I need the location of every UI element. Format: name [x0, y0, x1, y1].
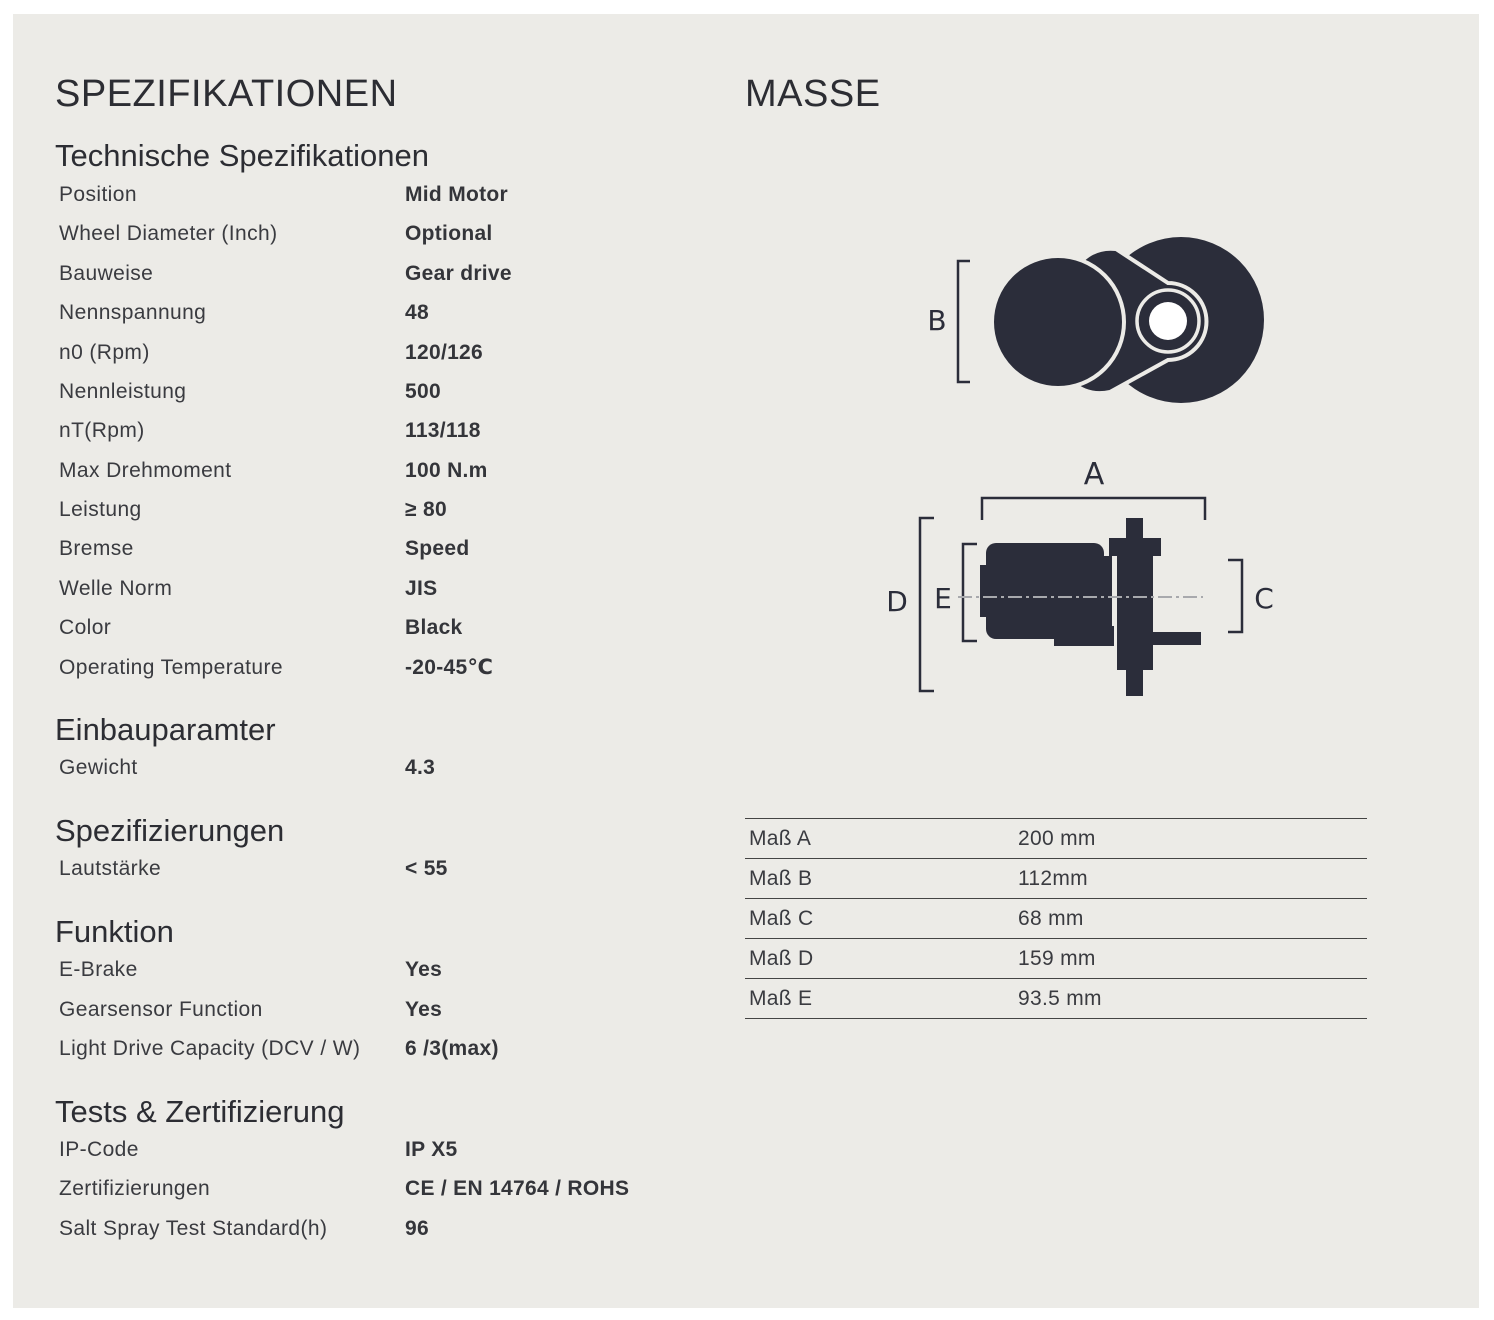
spec-label: n0 (Rpm)	[59, 341, 150, 364]
dimension-row	[745, 859, 1367, 899]
dimension-row	[745, 819, 1367, 859]
dimension-label: Maß E	[749, 987, 813, 1010]
spec-value: 120/126	[405, 341, 484, 364]
dimension-e-bracket	[963, 544, 977, 641]
spec-value: CE / EN 14764 / ROHS	[405, 1177, 630, 1200]
spec-row	[59, 534, 699, 564]
dimension-row	[745, 899, 1367, 939]
spec-value: 4.3	[405, 756, 436, 779]
spec-row	[59, 653, 699, 683]
spec-label: Bauweise	[59, 262, 154, 285]
spezifikationen-title: SPEZIFIKATIONEN	[55, 73, 398, 115]
spec-label: Position	[59, 183, 137, 206]
dimension-a-bracket	[982, 498, 1205, 520]
dimension-d-label: D	[886, 585, 908, 618]
spec-label: Bremse	[59, 537, 134, 560]
dimension-label: Maß D	[749, 947, 814, 970]
spec-row	[59, 955, 699, 985]
spec-value: -20-45℃	[405, 656, 494, 679]
spec-value: < 55	[405, 857, 448, 880]
spec-label: Lautstärke	[59, 857, 162, 880]
spec-row	[59, 613, 699, 643]
motor-body	[986, 543, 1104, 639]
dimension-b-label: B	[927, 304, 947, 337]
dimension-value: 93.5 mm	[1018, 987, 1102, 1010]
dimension-value: 68 mm	[1018, 907, 1084, 930]
dimension-label: Maß B	[749, 867, 813, 890]
spec-row	[59, 1034, 699, 1064]
spec-label: Gearsensor Function	[59, 998, 263, 1021]
spec-value: Optional	[405, 222, 493, 245]
spec-value: 100 N.m	[405, 459, 488, 482]
motor-dimension-diagram	[745, 14, 1385, 734]
spec-label: Color	[59, 616, 112, 639]
spec-row	[59, 753, 699, 783]
spec-row	[59, 574, 699, 604]
spec-value: 96	[405, 1217, 429, 1240]
spec-row	[59, 338, 699, 368]
spec-row	[59, 495, 699, 525]
spec-label: Light Drive Capacity (DCV / W)	[59, 1037, 361, 1060]
spec-value: Mid Motor	[405, 183, 509, 206]
spec-label: Welle Norm	[59, 577, 173, 600]
spec-value: Gear drive	[405, 262, 512, 285]
dimension-a-label: A	[1083, 457, 1105, 492]
masse-title: MASSE	[745, 73, 881, 115]
spec-value: 500	[405, 380, 441, 403]
dimension-e-label: E	[934, 582, 952, 615]
dimension-b-bracket	[958, 261, 970, 382]
spec-label: Salt Spray Test Standard(h)	[59, 1217, 328, 1240]
spec-value: ≥ 80	[405, 498, 447, 521]
spec-label: Wheel Diameter (Inch)	[59, 222, 278, 245]
spec-row	[59, 456, 699, 486]
section-title-technische: Technische Spezifikationen	[55, 138, 429, 173]
section-title-spezifizierungen: Spezifizierungen	[55, 813, 285, 848]
spec-value: Speed	[405, 537, 470, 560]
spec-panel	[13, 14, 1479, 1308]
spec-value: JIS	[405, 577, 438, 600]
spec-label: Nennspannung	[59, 301, 207, 324]
dimension-value: 200 mm	[1018, 827, 1096, 850]
spec-row	[59, 219, 699, 249]
spec-row	[59, 259, 699, 289]
dimension-c-label: C	[1254, 582, 1274, 615]
dimension-label: Maß C	[749, 907, 814, 930]
spec-value: IP X5	[405, 1138, 458, 1161]
dimension-value: 159 mm	[1018, 947, 1096, 970]
spec-label: Zertifizierungen	[59, 1177, 211, 1200]
dimension-label: Maß A	[749, 827, 812, 850]
dimension-value: 112mm	[1018, 867, 1088, 890]
spec-row	[59, 1174, 699, 1204]
dimension-row	[745, 979, 1367, 1019]
spec-row	[59, 1135, 699, 1165]
dimension-table	[745, 818, 1367, 1019]
spec-value: Yes	[405, 998, 443, 1021]
spec-row	[59, 416, 699, 446]
section-title-funktion: Funktion	[55, 914, 174, 949]
spec-label: IP-Code	[59, 1138, 139, 1161]
spec-label: nT(Rpm)	[59, 419, 145, 442]
spec-row	[59, 180, 699, 210]
spec-row	[59, 377, 699, 407]
spec-row	[59, 854, 699, 884]
section-title-tests: Tests & Zertifizierung	[55, 1094, 345, 1129]
spec-value: 113/118	[405, 419, 481, 442]
spec-label: Operating Temperature	[59, 656, 283, 679]
motor-front-view	[886, 457, 1274, 696]
motor-body-circle	[992, 256, 1124, 388]
spec-label: Max Drehmoment	[59, 459, 232, 482]
crank-axle	[1117, 556, 1153, 670]
dimension-row	[745, 939, 1367, 979]
crank-hole	[1149, 302, 1187, 340]
motor-side-view	[927, 237, 1264, 403]
spec-value: 6 /3(max)	[405, 1037, 499, 1060]
spec-label: E-Brake	[59, 958, 138, 981]
dimension-d-bracket	[920, 518, 934, 691]
spec-row	[59, 1214, 699, 1244]
section-title-einbau: Einbauparamter	[55, 712, 276, 747]
spec-label: Gewicht	[59, 756, 138, 779]
spec-value: Black	[405, 616, 463, 639]
dimension-c-bracket	[1228, 560, 1242, 632]
spec-label: Leistung	[59, 498, 142, 521]
spec-value: 48	[405, 301, 429, 324]
spec-value: Yes	[405, 958, 443, 981]
spec-label: Nennleistung	[59, 380, 187, 403]
spec-row	[59, 298, 699, 328]
spec-row	[59, 995, 699, 1025]
